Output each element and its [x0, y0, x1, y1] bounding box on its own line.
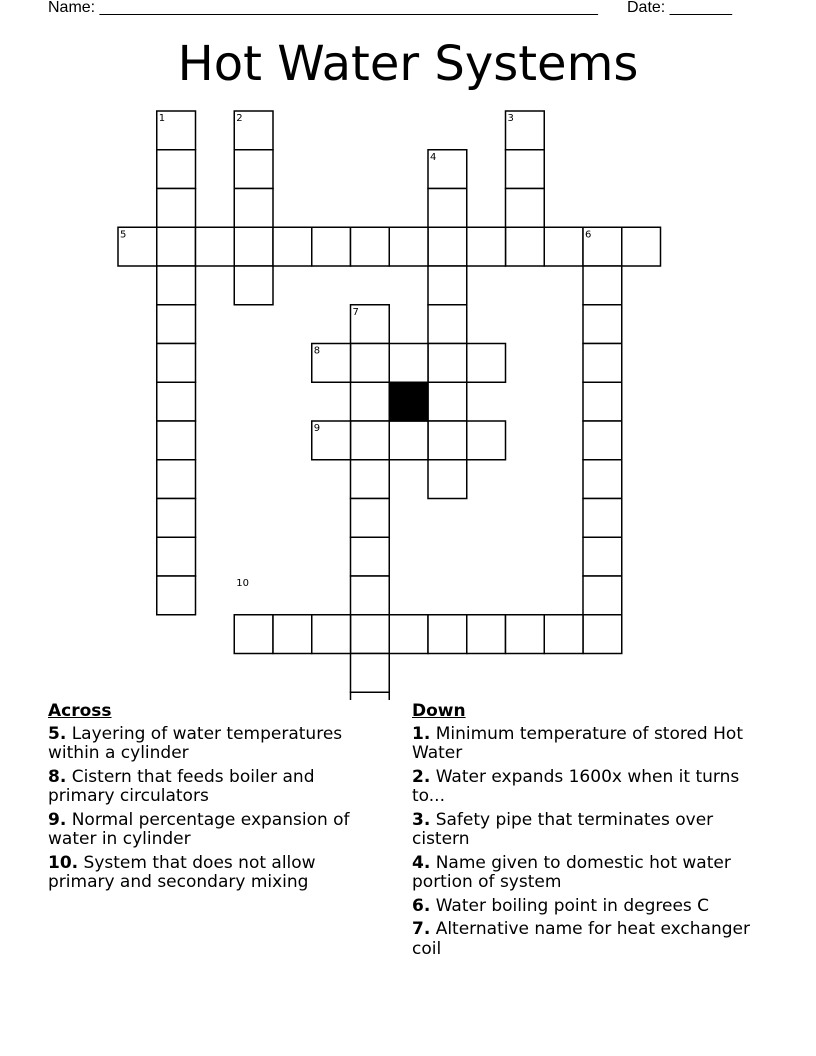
grid-cell[interactable] [583, 382, 622, 421]
clue-number: 7. [412, 919, 431, 939]
down-clues [412, 702, 762, 963]
grid-cell[interactable] [389, 615, 428, 654]
clue-text: Normal percentage expansion of water in cylinder [48, 809, 350, 849]
grid-cell[interactable] [467, 615, 506, 654]
grid-cell[interactable] [583, 499, 622, 538]
grid-cell[interactable] [157, 421, 196, 460]
grid-cell[interactable] [234, 150, 273, 189]
grid-cell[interactable] [157, 305, 196, 344]
clue-text: Layering of water temperatures within a cylinder [48, 723, 343, 763]
grid-cell[interactable] [428, 189, 467, 228]
grid-cell[interactable] [351, 692, 390, 700]
grid-cell[interactable] [312, 227, 351, 266]
grid-cell[interactable] [157, 150, 196, 189]
grid-cell[interactable] [234, 266, 273, 305]
cell-clue-number: 9 [313, 423, 321, 434]
cell-clue-number: 4 [430, 151, 437, 163]
grid-cell[interactable] [157, 227, 196, 266]
grid-cell[interactable] [157, 537, 196, 576]
grid-cell[interactable] [428, 421, 467, 460]
grid-cell[interactable] [157, 189, 196, 228]
grid-cell[interactable] [583, 421, 622, 460]
grid-cell[interactable] [622, 227, 661, 266]
clue-number: 10. [48, 852, 79, 873]
down-clue [412, 920, 762, 959]
clue-text: Minimum temperature of stored Hot Water [412, 723, 743, 763]
grid-cell[interactable] [467, 344, 506, 383]
cell-clue-number: 1 [158, 113, 166, 124]
cell-clue-number: 5 [120, 229, 127, 241]
across-clues [48, 702, 378, 897]
grid-cell[interactable] [428, 227, 467, 266]
clue-text: System that does not allow primary and secondary mixing [48, 852, 316, 892]
grid-cell[interactable] [312, 615, 351, 654]
grid-cell[interactable] [389, 421, 428, 460]
clue-text: Alternative name for heat exchanger coil [412, 919, 750, 959]
across-clue [48, 854, 378, 893]
grid-cell[interactable] [583, 460, 622, 499]
grid-cell[interactable] [583, 576, 622, 615]
date-field-label: Date: _______ [627, 0, 732, 16]
grid-cell[interactable] [389, 344, 428, 383]
clue-text: Cistern that feeds boiler and primary circulators [48, 766, 315, 806]
grid-cell[interactable] [157, 499, 196, 538]
grid-cell[interactable] [273, 227, 312, 266]
grid-cell[interactable] [583, 344, 622, 383]
grid-cell[interactable] [157, 266, 196, 305]
blocked-cell [389, 382, 428, 421]
grid-cell[interactable] [351, 537, 390, 576]
grid-cell[interactable] [351, 227, 390, 266]
clue-number: 6. [412, 895, 431, 916]
down-clue [412, 725, 762, 764]
grid-cell[interactable] [583, 266, 622, 305]
across-clue [48, 725, 378, 764]
grid-cell[interactable] [467, 227, 506, 266]
clue-number: 3. [412, 809, 431, 830]
grid-cell[interactable] [544, 615, 583, 654]
cell-clue-number: 6 [585, 229, 592, 241]
grid-cell[interactable] [351, 615, 390, 654]
grid-cell[interactable] [351, 382, 390, 421]
grid-cell[interactable] [351, 460, 390, 499]
grid-cell[interactable] [157, 460, 196, 499]
grid-cell[interactable] [428, 305, 467, 344]
clue-number: 1. [412, 723, 431, 744]
clue-text: Name given to domestic hot water portion of system [412, 852, 731, 892]
across-clue [48, 768, 378, 807]
across-heading: Across [48, 701, 112, 721]
grid-cell[interactable] [273, 615, 312, 654]
grid-cell[interactable] [234, 615, 273, 654]
grid-cell[interactable] [506, 189, 545, 228]
grid-cell[interactable] [351, 421, 390, 460]
grid-cell[interactable] [351, 499, 390, 538]
cell-clue-number: 3 [507, 113, 514, 124]
grid-cell[interactable] [351, 654, 390, 693]
grid-cell[interactable] [428, 460, 467, 499]
down-clue [412, 897, 762, 917]
grid-cell[interactable] [506, 227, 545, 266]
down-clue [412, 854, 762, 893]
clue-text: Safety pipe that terminates over cistern [412, 809, 714, 849]
grid-cell[interactable] [234, 227, 273, 266]
grid-cell[interactable] [157, 576, 196, 615]
grid-cell[interactable] [544, 227, 583, 266]
grid-cell[interactable] [157, 382, 196, 421]
across-clue [48, 811, 378, 850]
grid-cell[interactable] [157, 344, 196, 383]
clue-number: 8. [48, 766, 67, 787]
grid-cell[interactable] [234, 189, 273, 228]
grid-cell[interactable] [351, 344, 390, 383]
down-clue [412, 768, 762, 807]
clue-number: 2. [412, 766, 431, 787]
grid-cell[interactable] [583, 537, 622, 576]
grid-cell[interactable] [428, 266, 467, 305]
puzzle-title: Hot Water Systems [177, 36, 639, 92]
grid-cell[interactable] [583, 305, 622, 344]
clue-number: 5. [48, 723, 67, 744]
cell-clue-number: 8 [313, 345, 321, 357]
name-field-label: Name: ________________________________________________________ [48, 0, 598, 16]
clue-text: Water boiling point in degrees C [435, 895, 710, 916]
down-heading: Down [412, 701, 466, 721]
grid-cell[interactable] [428, 344, 467, 383]
cell-clue-number: 7 [352, 306, 359, 318]
grid-cell[interactable] [351, 576, 390, 615]
grid-cell[interactable] [506, 150, 545, 189]
cell-clue-number: 10 [236, 578, 249, 589]
down-clue [412, 811, 762, 850]
clue-text: Water expands 1600x when it turns to... [412, 766, 740, 806]
grid-cell[interactable] [467, 421, 506, 460]
grid-cell[interactable] [389, 227, 428, 266]
grid-cell[interactable] [196, 227, 235, 266]
clue-number: 4. [412, 852, 431, 873]
grid-cell[interactable] [428, 615, 467, 654]
clue-number: 9. [48, 809, 67, 830]
cell-clue-number: 2 [236, 113, 243, 124]
grid-cell[interactable] [583, 615, 622, 654]
grid-cell[interactable] [506, 615, 545, 654]
grid-cell[interactable] [428, 382, 467, 421]
